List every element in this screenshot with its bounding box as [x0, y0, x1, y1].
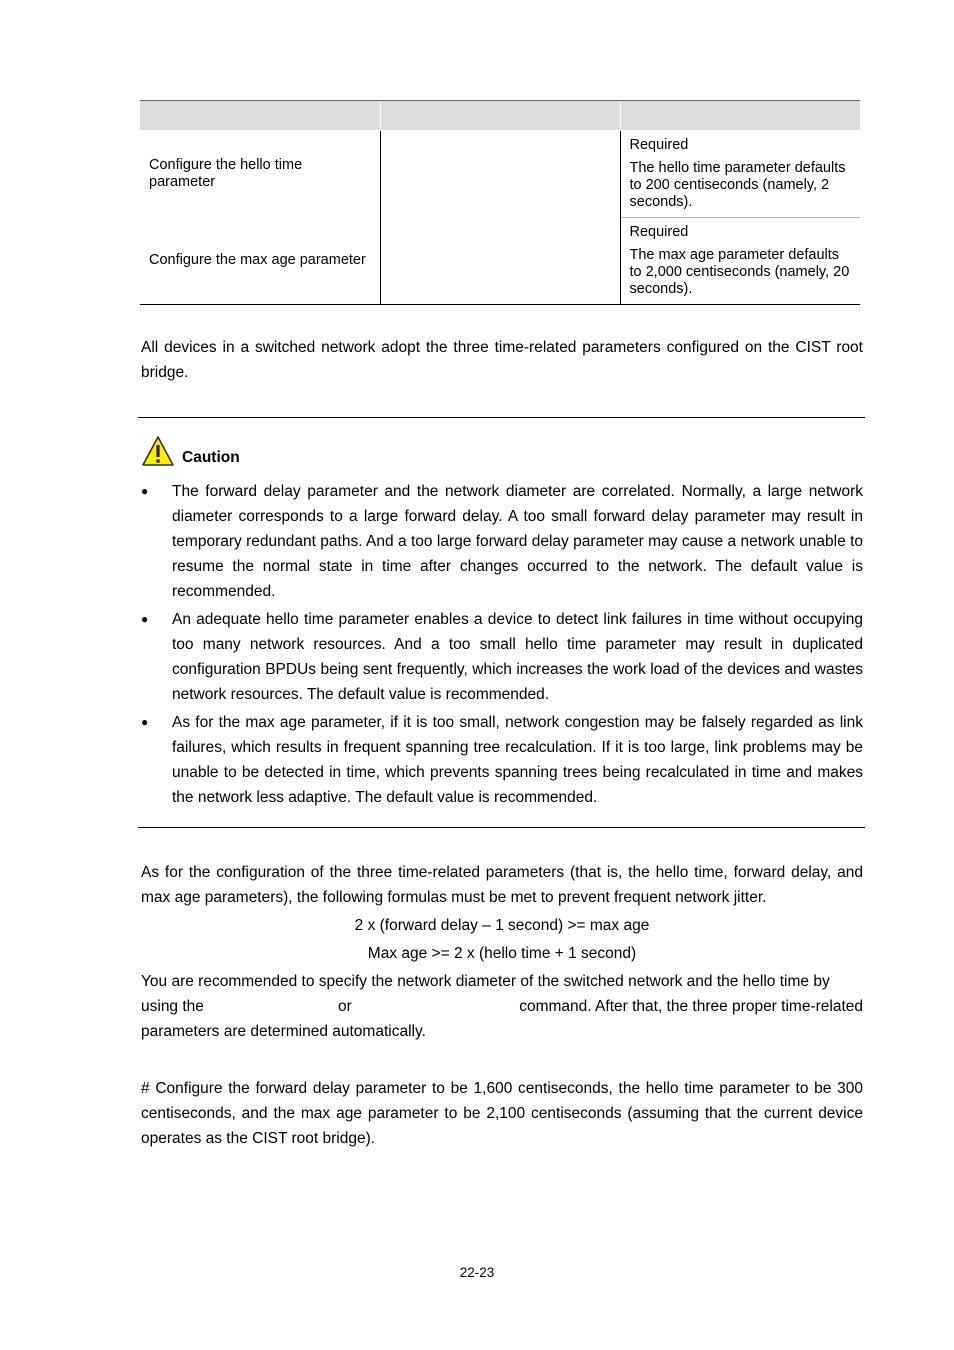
all-devices-paragraph: All devices in a switched network adopt the three time-related parameters configured on the CIST root bridge. [141, 339, 863, 381]
task-cell: Configure the hello time parameter [149, 157, 303, 191]
caution-item [141, 710, 863, 810]
caution-top-rule [138, 417, 865, 418]
caution-item [141, 607, 863, 707]
table-header-cell [140, 101, 380, 131]
formula-forward-delay: 2 x (forward delay – 1 second) >= max age [354, 917, 650, 934]
command-cell [380, 131, 620, 218]
recommend-line-1: You are recommended to specify the network diameter of the switched network and the hello time by [141, 973, 830, 990]
caution-list [141, 479, 863, 813]
formula-max-age: Max age >= 2 x (hello time + 1 second) [367, 945, 637, 962]
caution-item-text: As for the max age parameter, if it is too small, network congestion may be falsely regarded as link failures, which results in frequent spanning tree recalculation. If it is too large, link problems may be unable to be detected in time, which prevents spanning trees being recalculated in time and makes the network less adaptive. The default value is recommended. [172, 714, 863, 806]
recommend-using-the: using the [141, 998, 204, 1015]
bullet-dot-icon: ● [141, 715, 149, 729]
table-row [140, 218, 860, 305]
table-row [140, 131, 860, 218]
recommend-line-3: parameters are determined automatically. [141, 1023, 426, 1040]
recommend-command-tail: command. After that, the three proper time-related [519, 998, 863, 1015]
recommend-or: or [338, 998, 352, 1015]
table-header-cell [380, 101, 620, 131]
example-paragraph: # Configure the forward delay parameter to be 1,600 centiseconds, the hello time parameter to be 300 centiseconds, and the max age parameter to be 2,100 centiseconds (assuming that the current device operates as the CIST root bridge). [141, 1080, 863, 1147]
required-label: Required [629, 137, 689, 153]
caution-item-text: An adequate hello time parameter enables a device to detect link failures in time without occupying too many network resources. And a too small hello time parameter may result in duplicated configuration BPDUs being sent frequently, which increases the work load of the devices and wastes network resources. The default value is recommended. [172, 611, 863, 703]
page-number: 22-23 [459, 1265, 495, 1280]
required-label: Required [629, 224, 689, 240]
bullet-dot-icon: ● [141, 612, 149, 626]
table-header-cell [620, 101, 860, 131]
caution-item-text: The forward delay parameter and the network diameter are correlated. Normally, a large network diameter corresponds to a large forward delay. A too small forward delay parameter may result in temporary redundant paths. And a too large forward delay parameter may cause a network unable to resume the normal state in time after changes occurred to the network. The default value is recommended. [172, 483, 863, 600]
task-cell: Configure the max age parameter [140, 218, 380, 305]
remark-text: The max age parameter defaults to 2,000 centiseconds (namely, 20 seconds). [629, 247, 850, 297]
table-header-row [140, 101, 860, 131]
config-table [140, 100, 860, 305]
command-cell [380, 218, 620, 305]
bullet-dot-icon: ● [141, 484, 149, 498]
remark-cell [620, 131, 860, 218]
formulas-intro-paragraph: As for the configuration of the three time-related parameters (that is, the hello time, forward delay, and max age parameters), the following formulas must be met to prevent frequent network jitter. [141, 864, 863, 906]
warning-triangle-icon [141, 435, 175, 467]
remark-text: The hello time parameter defaults to 200 centiseconds (namely, 2 seconds). [629, 160, 846, 210]
remark-cell [620, 218, 860, 305]
caution-item [141, 479, 863, 604]
caution-title: Caution [182, 449, 240, 466]
caution-bottom-rule [138, 827, 865, 828]
